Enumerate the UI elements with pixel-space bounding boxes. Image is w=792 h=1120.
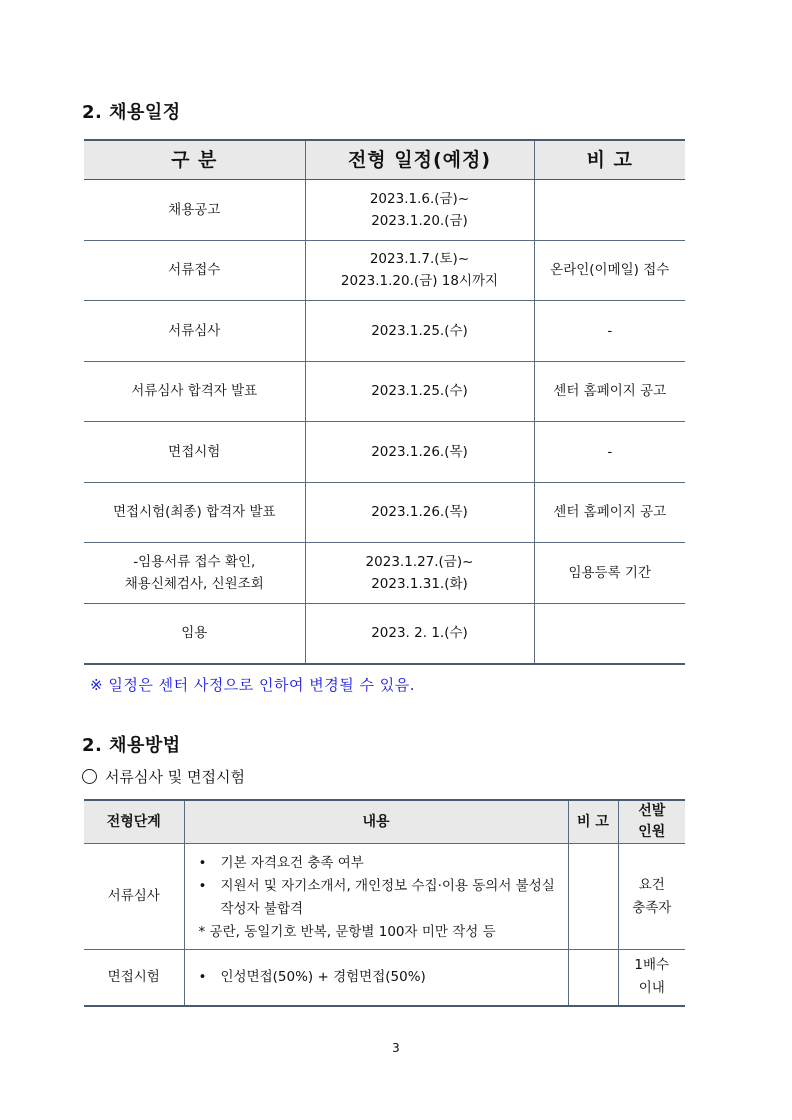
row-date [305, 180, 534, 241]
row-note [568, 950, 618, 1006]
selection-line: 충족자 [632, 899, 672, 916]
list-item: • 기본 자격요건 충족 여부 [197, 852, 562, 875]
category-line: 채용신체검사, 신원조회 [124, 575, 264, 592]
row-note [534, 180, 685, 241]
header-selection [618, 800, 685, 844]
row-date: 2023.1.26.(목) [305, 422, 534, 483]
date-line: 2023.1.6.(금)~ [369, 190, 470, 207]
header-note: 비 고 [534, 140, 685, 180]
header-selection-line: 인원 [638, 824, 666, 840]
row-content [184, 844, 568, 950]
header-note: 비 고 [568, 800, 618, 844]
table-row [84, 950, 685, 1006]
header-schedule: 전형 일정(예정) [305, 140, 534, 180]
row-category: 채용공고 [84, 180, 305, 241]
row-content [184, 950, 568, 1006]
row-category: 서류심사 [84, 301, 305, 362]
table-row [84, 482, 685, 543]
method-subtitle-text: 서류심사 및 면접시험 [105, 768, 245, 786]
list-item-note: * 공란, 동일기호 반복, 문항별 100자 미만 작성 등 [198, 923, 496, 940]
date-line: 2023.1.27.(금)~ [365, 553, 474, 570]
row-category: 면접시험 [84, 422, 305, 483]
schedule-table [84, 139, 685, 665]
row-note [534, 603, 685, 664]
row-stage: 서류심사 [84, 844, 184, 950]
row-date: 2023. 2. 1.(수) [305, 603, 534, 664]
table-row [84, 422, 685, 483]
row-category: 서류접수 [84, 240, 305, 301]
date-line: 2023.1.20.(금) 18시까지 [340, 273, 499, 290]
row-selection [618, 844, 685, 950]
page-number: 3 [392, 1041, 400, 1055]
table-row [84, 301, 685, 362]
row-date: 2023.1.26.(목) [305, 482, 534, 543]
header-selection-line: 선발 [638, 803, 666, 819]
row-note [568, 844, 618, 950]
list-item: • 인성면접(50%) + 경험면접(50%) [197, 966, 562, 989]
row-note: 센터 홈페이지 공고 [534, 361, 685, 422]
table-row [84, 180, 685, 241]
selection-line: 요건 [638, 876, 665, 893]
table-row [84, 844, 685, 950]
row-selection [618, 950, 685, 1006]
row-note: 임용등록 기간 [534, 543, 685, 604]
section-title-method: 2. 채용방법 [82, 735, 181, 756]
header-stage: 전형단계 [84, 800, 184, 844]
row-stage: 면접시험 [84, 950, 184, 1006]
row-note: 센터 홈페이지 공고 [534, 482, 685, 543]
circle-bullet-icon [82, 769, 97, 784]
schedule-footnote: ※ 일정은 센터 사정으로 인하여 변경될 수 있음. [90, 676, 416, 694]
row-category: 면접시험(최종) 합격자 발표 [84, 482, 305, 543]
row-note: 온라인(이메일) 접수 [534, 240, 685, 301]
row-date: 2023.1.25.(수) [305, 361, 534, 422]
table-row [84, 603, 685, 664]
row-note: - [534, 422, 685, 483]
table-row [84, 240, 685, 301]
row-date [305, 543, 534, 604]
date-line: 2023.1.20.(금) [371, 212, 468, 229]
header-content: 내용 [184, 800, 568, 844]
method-subtitle [82, 766, 245, 787]
table-header-row [84, 800, 685, 844]
row-category: 서류심사 합격자 발표 [84, 361, 305, 422]
table-row [84, 543, 685, 604]
row-note: - [534, 301, 685, 362]
method-table [84, 799, 685, 1007]
selection-line: 이내 [638, 980, 665, 997]
row-date: 2023.1.25.(수) [305, 301, 534, 362]
category-line: -임용서류 접수 확인, [133, 553, 256, 570]
list-item: • 지원서 및 자기소개서, 개인정보 수집·이용 동의서 불성실 작성자 불합격 [197, 875, 562, 921]
date-line: 2023.1.7.(토)~ [369, 251, 470, 268]
row-date [305, 240, 534, 301]
table-header-row [84, 140, 685, 180]
row-category: 임용 [84, 603, 305, 664]
selection-line: 1배수 [634, 957, 670, 974]
header-category: 구 분 [84, 140, 305, 180]
date-line: 2023.1.31.(화) [371, 575, 468, 592]
section-title-schedule: 2. 채용일정 [82, 102, 181, 123]
table-row [84, 361, 685, 422]
row-category [84, 543, 305, 604]
